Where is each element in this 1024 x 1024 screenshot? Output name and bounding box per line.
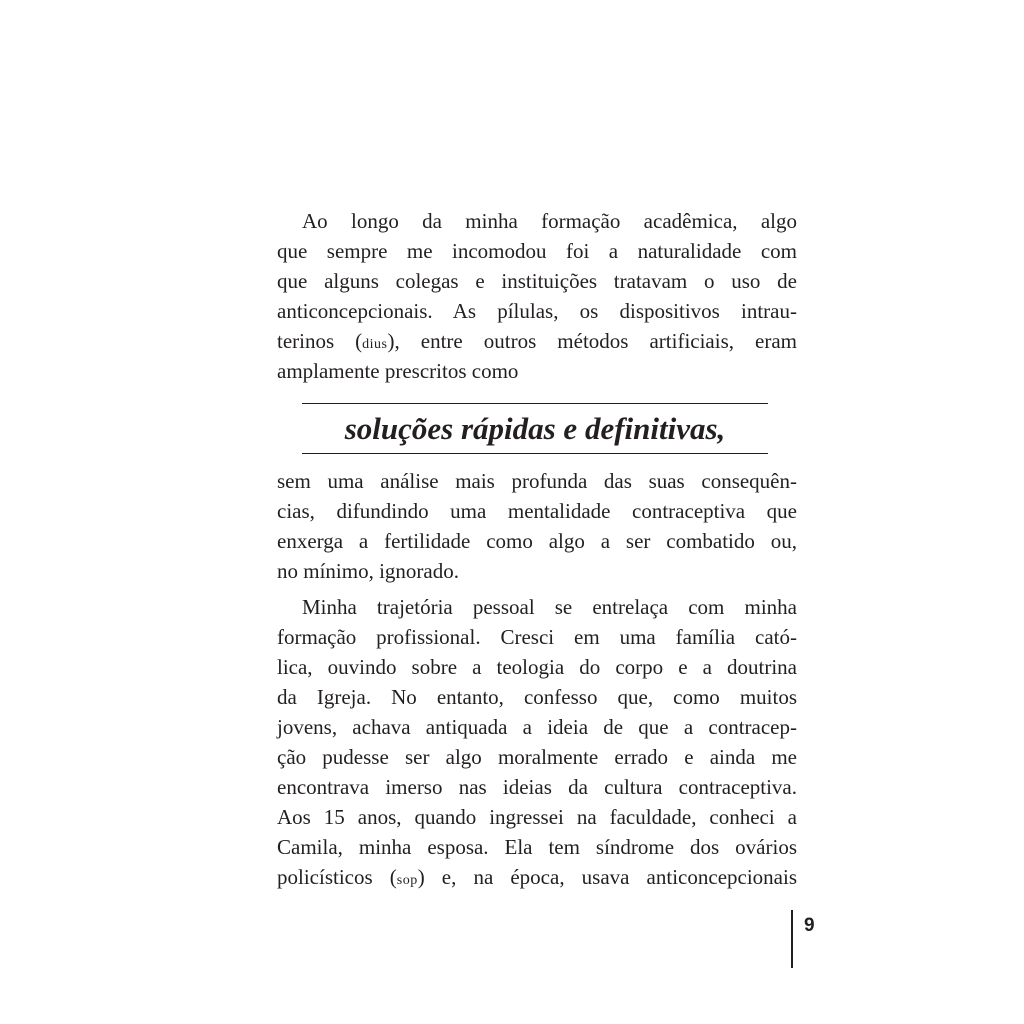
text-fragment: ), entre outros métodos artificiais, eram (387, 329, 797, 353)
text-fragment: terinos ( (277, 329, 363, 353)
pull-quote-top-rule (302, 403, 768, 404)
text-line: ção pudesse ser algo moralmente errado e ainda me (277, 745, 797, 769)
text-line: sem uma análise mais profunda das suas consequên- (277, 469, 797, 493)
pull-quote-bottom-rule (302, 453, 768, 454)
abbreviation: dius (362, 337, 388, 352)
text-line: que sempre me incomodou foi a naturalidade com (277, 239, 797, 263)
text-fragment: ) e, na época, usava anticoncepcionais (417, 865, 797, 889)
text-line: que alguns colegas e instituições tratavam o uso de (277, 269, 797, 293)
text-line: Camila, minha esposa. Ela tem síndrome dos ovários (277, 835, 797, 859)
text-line: formação profissional. Cresci em uma família cató- (277, 625, 797, 649)
pull-quote (302, 403, 768, 455)
text-line: encontrava imerso nas ideias da cultura contraceptiva. (277, 775, 797, 799)
text-line: jovens, achava antiquada a ideia de que a contracep- (277, 715, 797, 739)
page-number: 9 (804, 915, 815, 936)
text-line: cias, difundindo uma mentalidade contraceptiva que (277, 499, 797, 523)
text-line: enxerga a fertilidade como algo a ser combatido ou, (277, 529, 797, 553)
text-line (277, 862, 797, 892)
text-line: Aos 15 anos, quando ingressei na faculdade, conheci a (277, 805, 797, 829)
text-line: amplamente prescritos como (277, 359, 519, 383)
text-line: Ao longo da minha formação acadêmica, algo (302, 209, 797, 233)
pull-quote-text: soluções rápidas e definitivas, (344, 411, 726, 446)
text-line: lica, ouvindo sobre a teologia do corpo e a doutrina (277, 655, 797, 679)
text-line: anticoncepcionais. As pílulas, os dispositivos intrau- (277, 299, 797, 323)
text-line: Minha trajetória pessoal se entrelaça com minha (302, 595, 797, 619)
folio-rule (791, 910, 793, 968)
text-line: no mínimo, ignorado. (277, 559, 459, 583)
text-line (277, 326, 797, 356)
text-line: da Igreja. No entanto, confesso que, como muitos (277, 685, 797, 709)
text-fragment: policísticos ( (277, 865, 397, 889)
abbreviation: sop (396, 873, 418, 888)
